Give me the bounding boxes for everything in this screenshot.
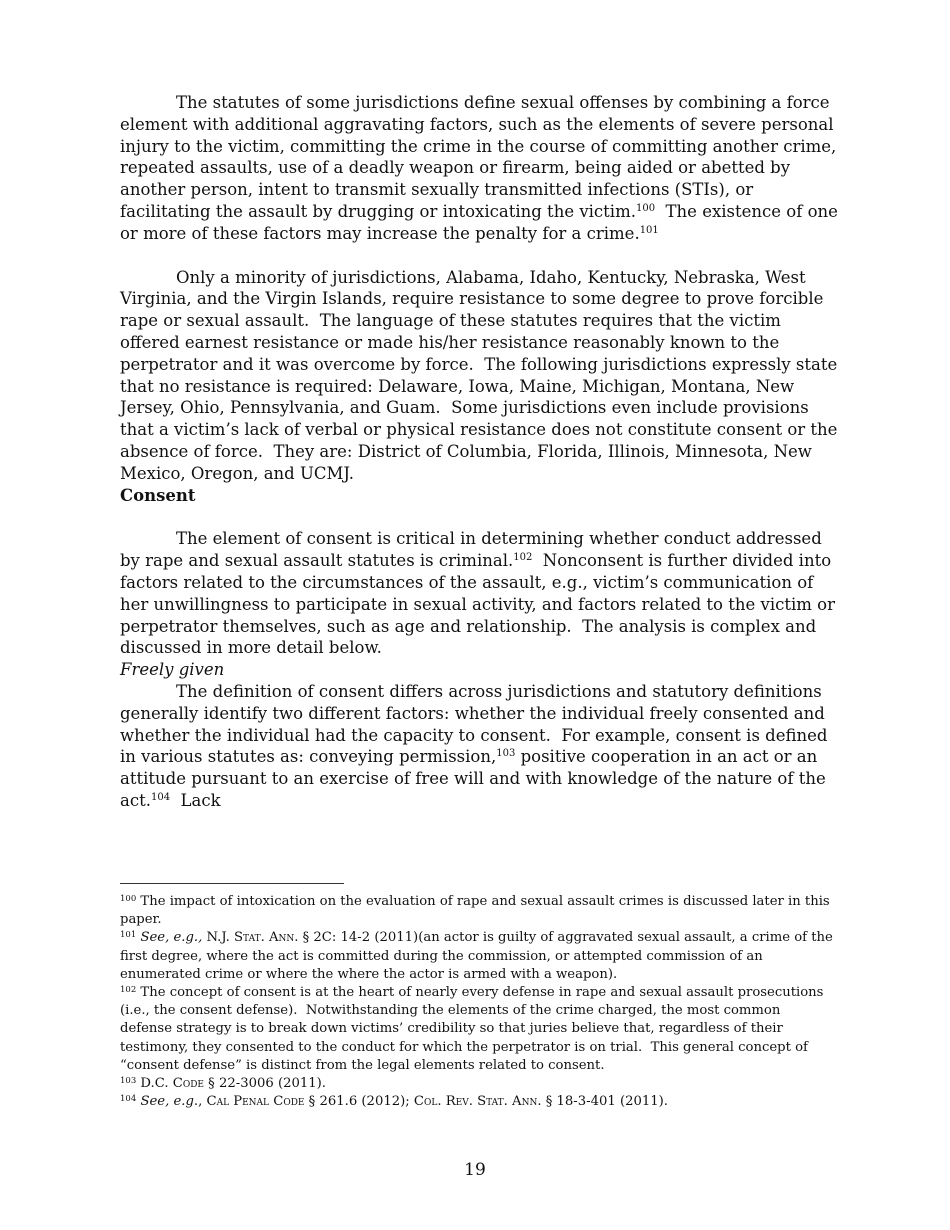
footnote-text: § 22-3006 (2011).	[203, 1076, 326, 1092]
footnote-104	[120, 1093, 836, 1111]
citation-source: D.C. Code	[136, 1076, 204, 1092]
paragraph-text: The statutes of some jurisdictions define sexual offenses by combining a force element with additional aggravating factors, such as the elements of severe personal injury to the victim, committing the crime in the course of committing another crime, repeated assaults, use of a deadly weapon or firearm, being aided or abetted by another person, intent to transmit sexually transmitted infections (STIs), or facilitating the assault by drugging or intoxicating the victim.	[120, 93, 837, 221]
paragraph-consent-element	[120, 528, 840, 659]
paragraph-resistance: Only a minority of jurisdictions, Alabama, Idaho, Kentucky, Nebraska, West Virginia, and the Virgin Islands, require resistance to some degree to prove forcible rape or sexual assault. The language of these statutes requires that the victim offered earnest resistance or made his/her resistance reasonably known to the perpetrator and it was overcome by force. The following jurisdictions expressly state that no resistance is required: Delaware, Iowa, Maine, Michigan, Montana, New Jersey, Ohio, Pennsylvania, and Guam. Some jurisdictions even include provisions that a victim’s lack of verbal or physical resistance does not constitute consent or the absence of force. They are: District of Columbia, Florida, Illinois, Minnesota, New Mexico, Oregon, and UCMJ.	[120, 267, 843, 483]
signal-see: See, e.g.,	[140, 930, 203, 946]
paragraph-freely-given	[120, 681, 840, 812]
citation-source: Col. Rev. Stat. Ann.	[413, 1094, 542, 1110]
footnote-text: § 261.6 (2012);	[304, 1094, 414, 1110]
paragraph-text: The existence of one or more of these factors may increase the penalty for a crime.	[120, 201, 844, 243]
footnote-text: .,	[193, 1094, 207, 1110]
footnote-ref-100[interactable]: 100	[635, 202, 656, 214]
footnote-102	[120, 984, 836, 1075]
footnote-text: § 2C: 14-2 (2011)(an actor is guilty of aggravated sexual assault, a crime of the first degree, where the act is committed during the commission, or attempted commission of an enumerated crime or where the where the actor is armed with a weapon).	[120, 930, 833, 982]
paragraph-text: The element of consent is critical in determining whether conduct addressed by rape and sexual assault statutes is criminal.	[120, 529, 822, 571]
heading-consent: Consent	[120, 485, 196, 505]
footnote-ref-104[interactable]: 104	[150, 791, 171, 803]
footnote-text: § 18-3-401 (2011).	[541, 1094, 668, 1110]
footnote-101	[120, 929, 836, 984]
footnotes	[120, 893, 836, 1111]
footnote-number: 101	[120, 930, 137, 941]
citation-source: Cal Penal Code	[206, 1094, 305, 1110]
footnote-number: 102	[120, 985, 137, 996]
footnote-text: The impact of intoxication on the evaluation of rape and sexual assault crimes is discussed later in this paper.	[120, 894, 830, 928]
footnote-ref-102[interactable]: 102	[513, 552, 533, 564]
main-text	[120, 92, 844, 812]
page-number: 19	[464, 1160, 486, 1180]
paragraph-text: Nonconsent is further divided into factors related to the circumstances of the assault, e.g., victim’s communication of her unwillingness to participate in sexual activity, and factors related to the victim or perpetrator themselves, such as age and relationship. The analysis is complex and discussed in more detail below.	[120, 551, 841, 658]
signal-see: See, e.g	[140, 1094, 194, 1110]
footnote-number: 103	[120, 1076, 137, 1087]
footnote-103	[120, 1075, 836, 1093]
footnote-ref-101[interactable]: 101	[639, 224, 659, 236]
paragraph-text: The definition of consent differs across jurisdictions and statutory definitions generally identify two different factors: whether the individual freely consented and whether the individual had the capacity to consent. For example, consent is defined in various statutes as: conveying permission,	[120, 681, 833, 767]
footnote-100	[120, 893, 836, 929]
paragraph-text: Lack	[170, 790, 221, 810]
paragraph-text: positive cooperation in an act or an attitude pursuant to an exercise of free will and with knowledge of the nature of the act.	[120, 747, 826, 810]
footnote-number: 104	[120, 1094, 137, 1105]
citation-source: N.J. Stat. Ann.	[202, 930, 299, 946]
paragraph-aggravating-factors	[120, 92, 844, 245]
footnote-text: The concept of consent is at the heart of nearly every defense in rape and sexual assault prosecutions (i.e., the consent defense). Notwithstanding the elements of the crime charged, the most common defense strategy is to break down victims’ credibility so that juries believe that, regardless of their testimony, they consented to the conduct for which the perpetrator is on trial. This general concept of “consent defense” is distinct from the legal elements related to consent.	[120, 985, 828, 1073]
footnote-ref-103[interactable]: 103	[496, 748, 516, 760]
subheading-freely-given: Freely given	[120, 660, 225, 680]
footnote-number: 100	[120, 894, 137, 904]
footnote-separator	[120, 883, 344, 884]
